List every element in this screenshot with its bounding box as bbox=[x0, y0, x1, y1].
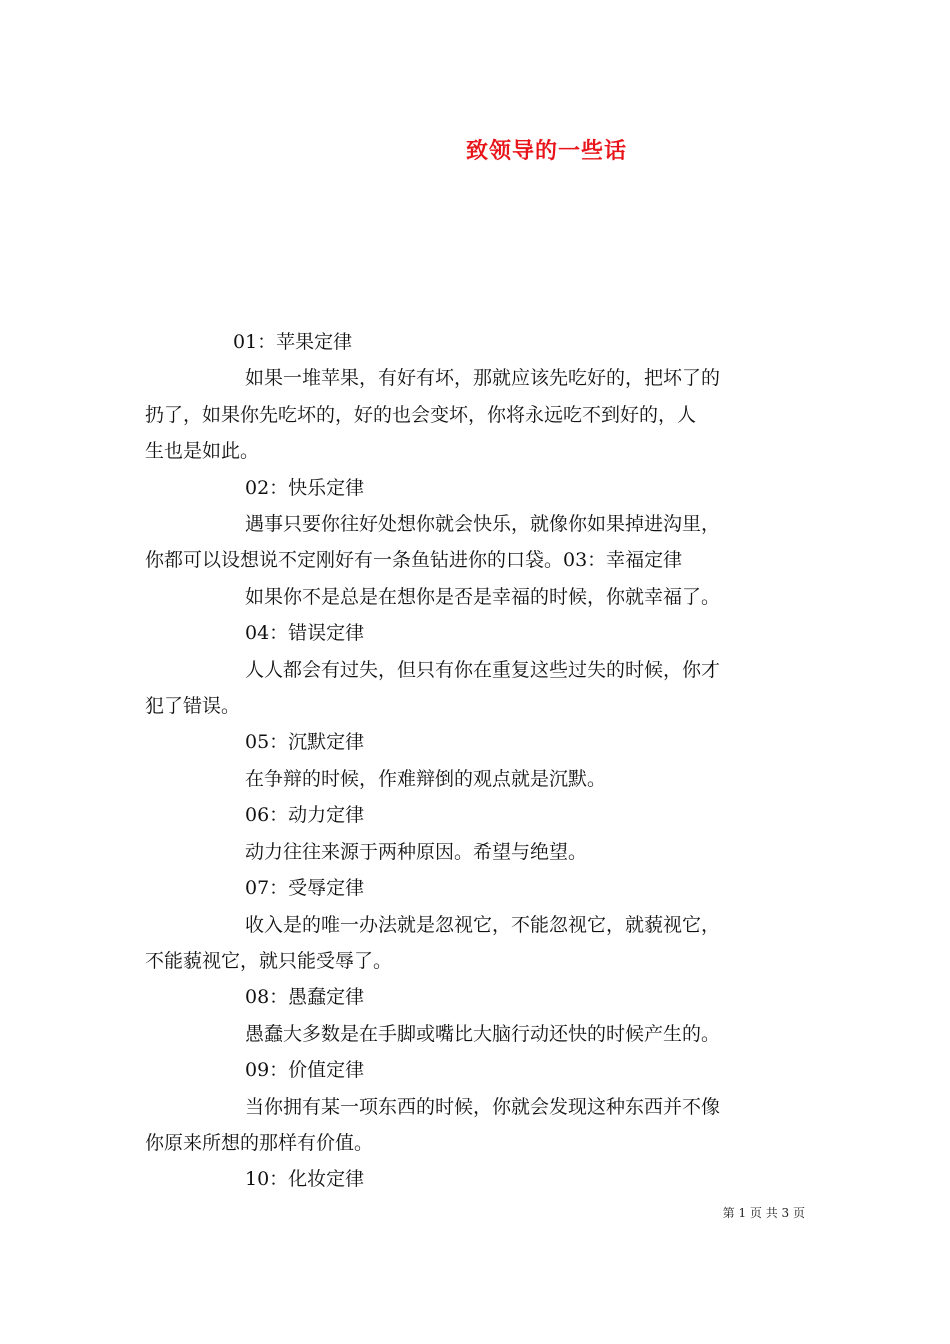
section-heading: 04：错误定律 bbox=[245, 622, 365, 645]
paragraph-line: 你原来所想的那样有价值。 bbox=[145, 1131, 374, 1154]
section-heading: 08：愚蠢定律 bbox=[245, 986, 365, 1009]
paragraph-line: 当你拥有某一项东西的时候，你就会发现这种东西并不像 bbox=[245, 1095, 721, 1118]
paragraph-line: 犯了错误。 bbox=[145, 695, 241, 718]
section-heading: 09：价值定律 bbox=[245, 1059, 365, 1082]
page-title: 致领导的一些话 bbox=[465, 138, 627, 164]
paragraph-line: 人人都会有过失，但只有你在重复这些过失的时候，你才 bbox=[245, 658, 721, 681]
paragraph-line: 在争辩的时候，作难辩倒的观点就是沉默。 bbox=[245, 767, 607, 790]
paragraph-line: 愚蠢大多数是在手脚或嘴比大脑行动还快的时候产生的。 bbox=[245, 1022, 721, 1045]
paragraph-line: 如果你不是总是在想你是否是幸福的时候，你就幸福了。 bbox=[245, 585, 721, 608]
paragraph-line: 生也是如此。 bbox=[145, 440, 260, 463]
section-heading: 10：化妆定律 bbox=[245, 1168, 365, 1191]
page-footer: 第 1 页 共 3 页 bbox=[722, 1206, 805, 1220]
section-heading: 07：受辱定律 bbox=[245, 877, 365, 900]
section-heading: 02：快乐定律 bbox=[245, 476, 365, 499]
document-body bbox=[145, 324, 810, 1198]
paragraph-line: 遇事只要你往好处想你就会快乐，就像你如果掉进沟里， bbox=[245, 513, 721, 536]
section-heading: 06：动力定律 bbox=[245, 804, 365, 827]
paragraph-line: 你都可以设想说不定刚好有一条鱼钻进你的口袋。03：幸福定律 bbox=[145, 549, 683, 572]
section-heading: 05：沉默定律 bbox=[245, 731, 365, 754]
paragraph-line: 收入是的唯一办法就是忽视它，不能忽视它，就藐视它， bbox=[245, 913, 721, 936]
section-heading: 01：苹果定律 bbox=[233, 331, 353, 353]
paragraph-line: 如果一堆苹果，有好有坏，那就应该先吃好的，把坏了的 bbox=[245, 367, 721, 390]
paragraph-line: 扔了，如果你先吃坏的，好的也会变坏，你将永远吃不到好的，人 bbox=[145, 403, 697, 426]
paragraph-line: 不能藐视它，就只能受辱了。 bbox=[145, 949, 393, 972]
paragraph-line: 动力往往来源于两种原因。希望与绝望。 bbox=[245, 840, 588, 863]
